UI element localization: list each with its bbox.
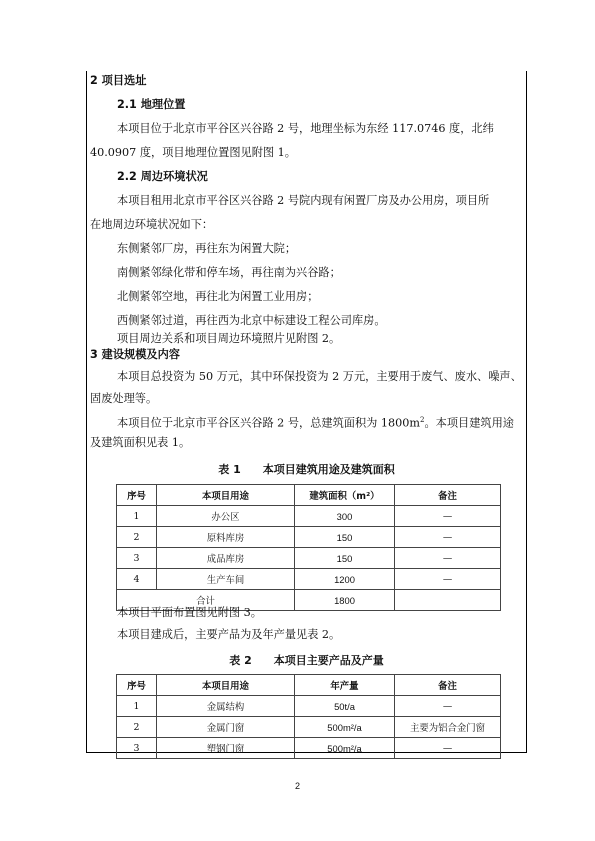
t1-cell-note: — bbox=[395, 548, 501, 569]
east-side-text: 东侧紧邻厂房，再往东为闲置大院； bbox=[117, 242, 297, 255]
t1-cell-use: 原料库房 bbox=[157, 527, 295, 548]
north-side-text: 北侧紧邻空地，再往北为闲置工业用房； bbox=[117, 290, 319, 303]
table-2-caption: 表 2 本项目主要产品及产量 bbox=[229, 654, 384, 667]
table-row bbox=[117, 506, 501, 527]
table-row bbox=[117, 527, 501, 548]
t1-header-area: 建筑面积（m²） bbox=[295, 485, 395, 506]
t1-total-label: 合计 bbox=[117, 590, 295, 611]
t1-cell-no: 3 bbox=[117, 548, 157, 569]
section-2-1-title: 2.1 地理位置 bbox=[117, 98, 186, 111]
t1-cell-area: 150 bbox=[295, 527, 395, 548]
section-2-title: 2 项目选址 bbox=[90, 74, 147, 87]
west-side-text: 西侧紧邻过道，再往西为北京中标建设工程公司库房。 bbox=[117, 314, 386, 327]
table-1-caption: 表 1 本项目建筑用途及建筑面积 bbox=[218, 463, 395, 476]
layout-plan-text: 本项目平面布置图见附图 3。 bbox=[117, 606, 262, 619]
t2-header-note: 备注 bbox=[395, 675, 501, 696]
table-1 bbox=[116, 484, 501, 611]
area-line-1b: 。本项目建筑用途 bbox=[424, 416, 514, 430]
table-row bbox=[117, 738, 501, 759]
t2-cell-output: 500m²/a bbox=[295, 717, 395, 738]
investment-line-2: 固废处理等。 bbox=[90, 392, 158, 405]
investment-line-1: 本项目总投资为 50 万元，其中环保投资为 2 万元，主要用于废气、废水、噪声、 bbox=[117, 370, 522, 383]
t2-cell-note: — bbox=[395, 738, 501, 759]
table-2-header-row bbox=[117, 675, 501, 696]
t2-cell-no: 1 bbox=[117, 696, 157, 717]
south-side-text: 南侧紧邻绿化带和停车场，再往南为兴谷路； bbox=[117, 266, 341, 279]
area-superscript: 2 bbox=[420, 416, 425, 424]
t2-cell-note: — bbox=[395, 696, 501, 717]
t2-cell-product: 塑钢门窗 bbox=[157, 738, 295, 759]
area-line-2: 及建筑面积见表 1。 bbox=[90, 436, 191, 449]
location-line-1: 本项目位于北京市平谷区兴谷路 2 号，地理坐标为东经 117.0746 度，北纬 bbox=[117, 122, 494, 135]
table-2 bbox=[116, 674, 501, 759]
t2-cell-note: 主要为铝合金门窗 bbox=[395, 717, 501, 738]
t2-cell-output: 50t/a bbox=[295, 696, 395, 717]
location-line-2: 40.0907 度，项目地理位置图见附图 1。 bbox=[90, 146, 296, 159]
t1-cell-use: 成品库房 bbox=[157, 548, 295, 569]
t2-cell-no: 3 bbox=[117, 738, 157, 759]
t1-total-note bbox=[395, 590, 501, 611]
t2-cell-output: 500m²/a bbox=[295, 738, 395, 759]
t1-cell-area: 1200 bbox=[295, 569, 395, 590]
section-3-title: 3 建设规模及内容 bbox=[90, 348, 180, 361]
table-row bbox=[117, 569, 501, 590]
t2-cell-no: 2 bbox=[117, 717, 157, 738]
t1-total-area: 1800 bbox=[295, 590, 395, 611]
t2-header-use: 本项目用途 bbox=[157, 675, 295, 696]
t1-cell-area: 300 bbox=[295, 506, 395, 527]
t1-cell-no: 4 bbox=[117, 569, 157, 590]
t2-cell-product: 金属结构 bbox=[157, 696, 295, 717]
t1-cell-note: — bbox=[395, 569, 501, 590]
products-intro-text: 本项目建成后，主要产品为及年产量见表 2。 bbox=[117, 628, 341, 641]
area-line-1a: 本项目位于北京市平谷区兴谷路 2 号，总建筑面积为 1800m bbox=[117, 416, 420, 430]
surroundings-photo-text: 项目周边关系和项目周边环境照片见附图 2。 bbox=[117, 332, 341, 345]
table-row bbox=[117, 696, 501, 717]
t1-cell-note: — bbox=[395, 506, 501, 527]
surroundings-line-1: 本项目租用北京市平谷区兴谷路 2 号院内现有闲置厂房及办公用房，项目所 bbox=[117, 194, 490, 207]
t1-cell-use: 办公区 bbox=[157, 506, 295, 527]
table-row bbox=[117, 717, 501, 738]
page-number: 2 bbox=[294, 781, 300, 791]
t2-header-output: 年产量 bbox=[295, 675, 395, 696]
t1-cell-note: — bbox=[395, 527, 501, 548]
t1-header-use: 本项目用途 bbox=[157, 485, 295, 506]
t1-header-no: 序号 bbox=[117, 485, 157, 506]
t1-cell-use: 生产车间 bbox=[157, 569, 295, 590]
table-row bbox=[117, 548, 501, 569]
t1-cell-no: 2 bbox=[117, 527, 157, 548]
t2-cell-product: 金属门窗 bbox=[157, 717, 295, 738]
surroundings-line-2: 在地周边环境状况如下： bbox=[90, 218, 214, 231]
t1-cell-no: 1 bbox=[117, 506, 157, 527]
area-line-1 bbox=[117, 413, 514, 431]
section-2-2-title: 2.2 周边环境状况 bbox=[117, 170, 208, 183]
t2-header-no: 序号 bbox=[117, 675, 157, 696]
table-1-header-row bbox=[117, 485, 501, 506]
t1-header-note: 备注 bbox=[395, 485, 501, 506]
t1-cell-area: 150 bbox=[295, 548, 395, 569]
